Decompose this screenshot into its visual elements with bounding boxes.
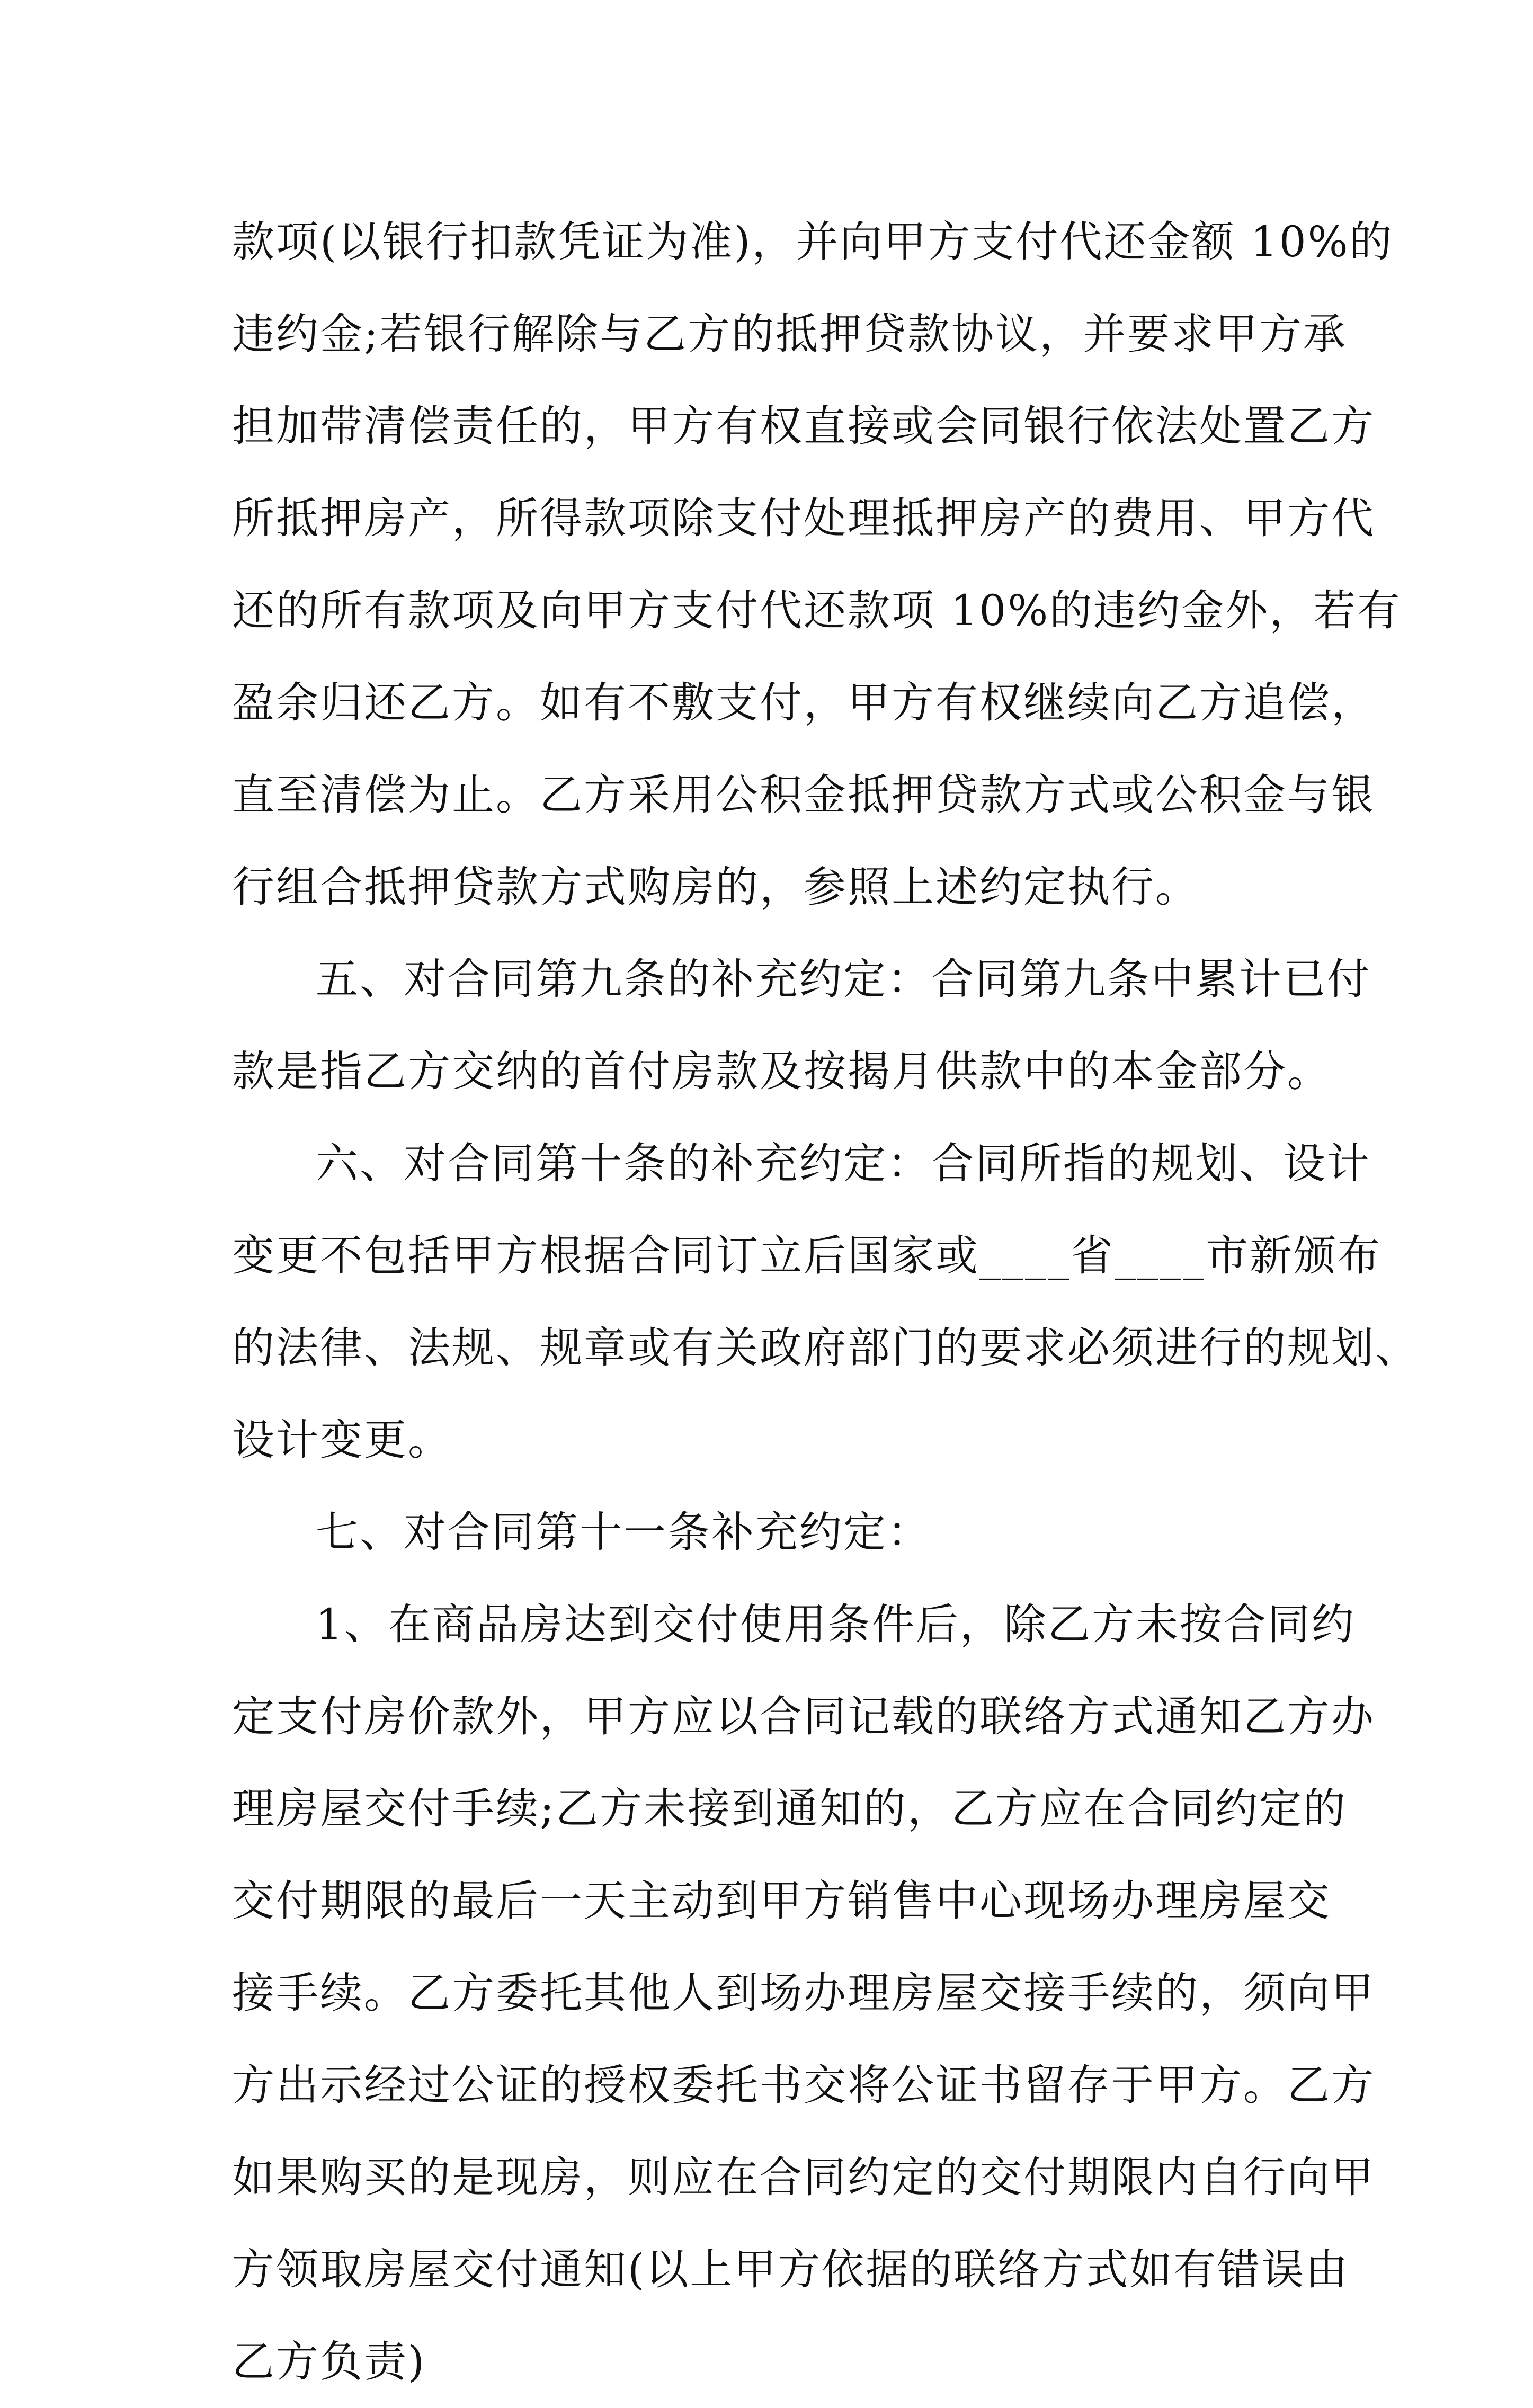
text-line: 行组合抵押贷款方式购房的，参照上述约定执行。 — [232, 862, 1199, 912]
text-line: 方出示经过公证的授权委托书交将公证书留存于甲方。乙方 — [232, 2061, 1375, 2110]
text-line: 交付期限的最后一天主动到甲方销售中心现场办理房屋交 — [232, 1876, 1331, 1925]
paragraph-heading-line: 1、在商品房达到交付使用条件后，除乙方未按合同约 — [316, 1600, 1356, 1649]
text-line: 理房屋交付手续;乙方未接到通知的，乙方应在合同约定的 — [232, 1784, 1347, 1833]
text-line: 方领取房屋交付通知(以上甲方依据的联络方式如有错误由 — [232, 2245, 1350, 2294]
text-line: 变更不包括甲方根据合同订立后国家或____省____市新颁布 — [232, 1231, 1382, 1280]
paragraph-heading-line: 六、对合同第十条的补充约定：合同所指的规划、设计 — [316, 1139, 1371, 1188]
text-line: 接手续。乙方委托其他人到场办理房屋交接手续的，须向甲 — [232, 1968, 1375, 2018]
text-line: 乙方负责) — [232, 2337, 426, 2386]
text-line: 违约金;若银行解除与乙方的抵押贷款协议，并要求甲方承 — [232, 309, 1347, 359]
text-line: 所抵押房产，所得款项除支付处理抵押房产的费用、甲方代 — [232, 494, 1375, 543]
document-body — [232, 196, 1419, 2408]
text-line: 盈余归还乙方。如有不敷支付，甲方有权继续向乙方追偿， — [232, 678, 1375, 727]
paragraph-heading-line: 五、对合同第九条的补充约定：合同第九条中累计已付 — [316, 955, 1371, 1004]
text-line: 担加带清偿责任的，甲方有权直接或会同银行依法处置乙方 — [232, 402, 1375, 451]
text-line: 设计变更。 — [232, 1415, 452, 1465]
paragraph-heading-line: 七、对合同第十一条补充约定： — [316, 1508, 931, 1557]
text-line: 定支付房价款外，甲方应以合同记载的联络方式通知乙方办 — [232, 1692, 1375, 1741]
text-line: 还的所有款项及向甲方支付代还款项 10%的违约金外，若有 — [232, 586, 1402, 635]
text-line: 款项(以银行扣款凭证为准)，并向甲方支付代还金额 10%的 — [232, 217, 1394, 266]
text-line: 直至清偿为止。乙方采用公积金抵押贷款方式或公积金与银 — [232, 770, 1375, 819]
text-line: 款是指乙方交纳的首付房款及按揭月供款中的本金部分。 — [232, 1047, 1331, 1096]
text-line: 的法律、法规、规章或有关政府部门的要求必须进行的规划、 — [232, 1323, 1419, 1372]
text-line: 如果购买的是现房，则应在合同约定的交付期限内自行向甲 — [232, 2153, 1375, 2202]
